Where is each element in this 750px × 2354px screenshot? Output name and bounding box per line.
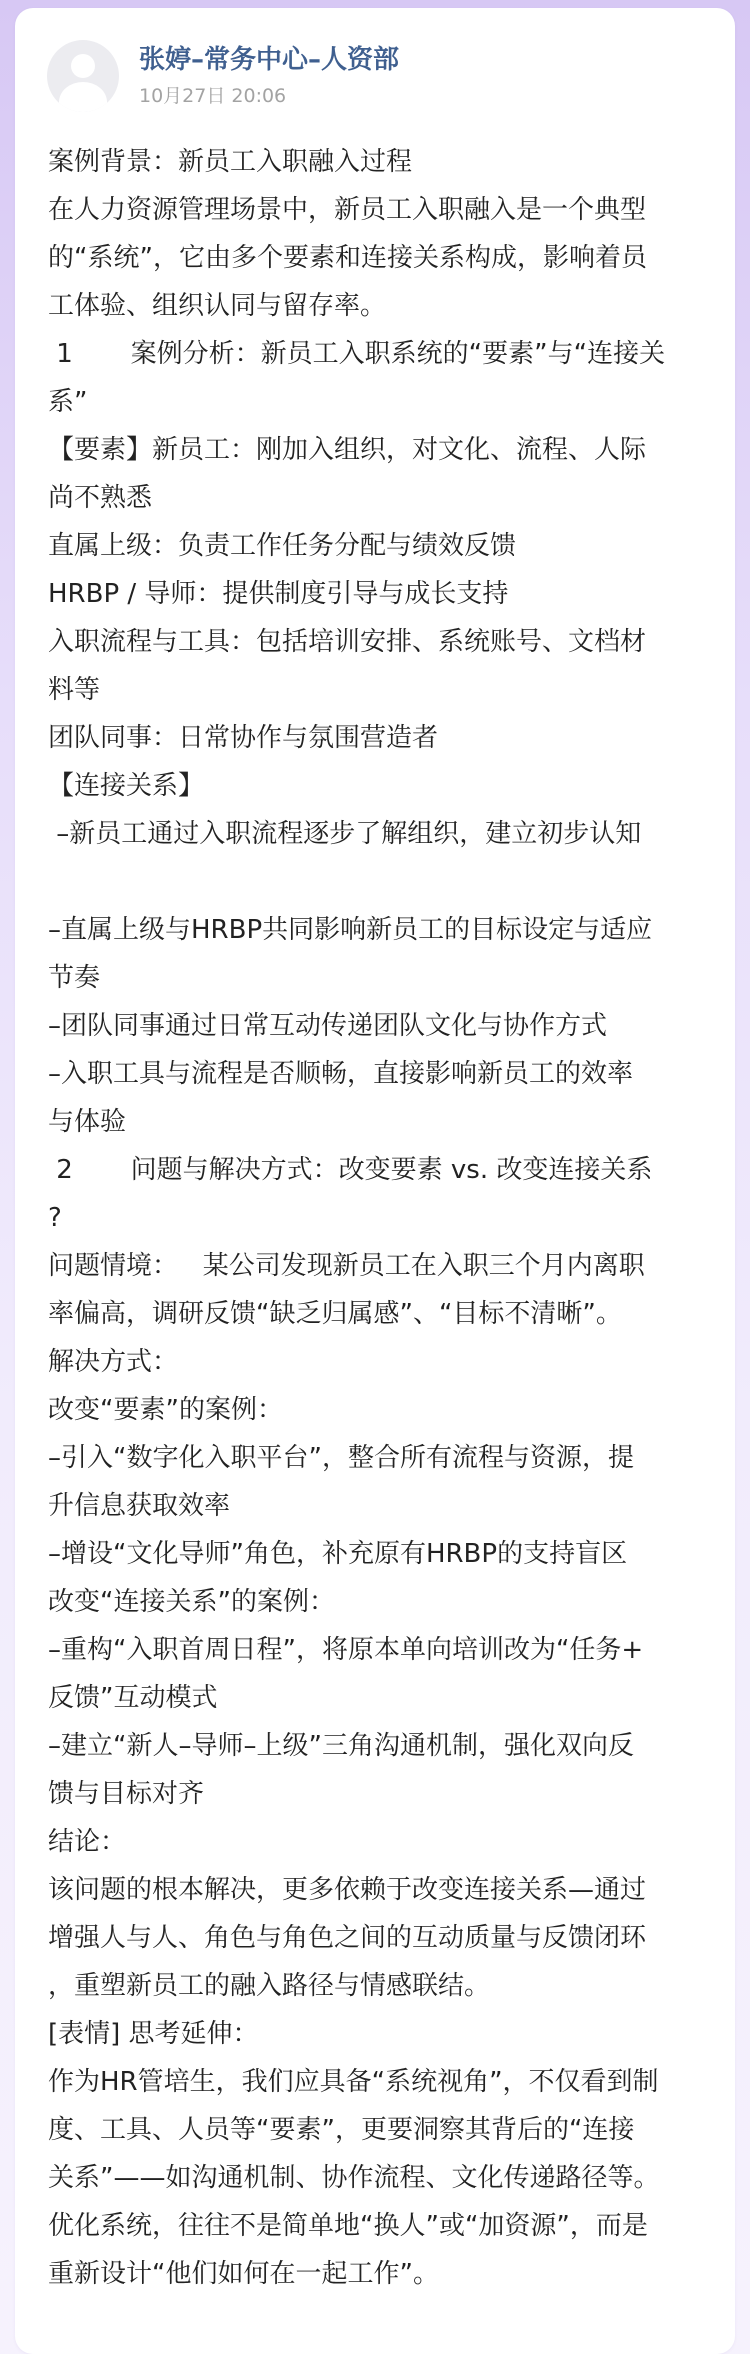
- post-text-line: 2 问题与解决方式：改变要素 vs. 改变连接关系: [48, 1155, 653, 1185]
- post-text-line: ，重塑新员工的融入路径与情感联结。: [48, 1971, 491, 2001]
- post-text-line: 该问题的根本解决，更多依赖于改变连接关系—通过: [48, 1875, 647, 1905]
- post-text-line: 入职流程与工具：包括培训安排、系统账号、文档材: [48, 627, 647, 657]
- post-text-line: 优化系统，往往不是简单地“换人”或“加资源”，而是: [48, 2211, 648, 2241]
- post-text-line: –入职工具与流程是否顺畅，直接影响新员工的效率: [48, 1059, 634, 1089]
- post-text-line: –建立“新人–导师–上级”三角沟通机制，强化双向反: [48, 1731, 634, 1761]
- post-text-line: 尚不熟悉: [48, 483, 153, 513]
- post-timestamp: 10月27日 20:06: [139, 85, 287, 107]
- post-text-line: 馈与目标对齐: [48, 1779, 205, 1809]
- post-text-line: 与体验: [48, 1107, 127, 1137]
- avatar-placeholder-body: [59, 82, 107, 112]
- post-text-line: 系”: [48, 387, 88, 417]
- post-text-line: –增设“文化导师”角色，补充原有HRBP的支持盲区: [48, 1539, 628, 1569]
- post-text-line: 团队同事：日常协作与氛围营造者: [48, 723, 439, 753]
- post-text-line: 案例背景：新员工入职融入过程: [48, 147, 413, 177]
- post-content: [48, 138, 708, 2298]
- post-text-line: 【要素】新员工：刚加入组织，对文化、流程、人际: [48, 435, 647, 465]
- post-text-line: 改变“连接关系”的案例：: [48, 1587, 335, 1617]
- post-text-line: 改变“要素”的案例：: [48, 1395, 283, 1425]
- post-text-line: 问题情境： 某公司发现新员工在入职三个月内离职: [48, 1251, 645, 1281]
- post-text-line: 结论：: [48, 1827, 127, 1857]
- avatar-placeholder-icon: [71, 54, 95, 78]
- post-text-line: –引入“数字化入职平台”，整合所有流程与资源，提: [48, 1443, 634, 1473]
- post-text-line: 【连接关系】: [48, 771, 205, 801]
- post-text-line: ?: [48, 1203, 62, 1233]
- post-text-line: 度、工具、人员等“要素”，更要洞察其背后的“连接: [48, 2115, 635, 2145]
- post-text-line: 工体验、组织认同与留存率。: [48, 291, 387, 321]
- post-text-line: [表情] 思考延伸：: [48, 2019, 259, 2049]
- post-text-line: 升信息获取效率: [48, 1491, 231, 1521]
- post-text-line: 料等: [48, 675, 101, 705]
- post-text-line: 直属上级：负责工作任务分配与绩效反馈: [48, 531, 517, 561]
- post-text-line: 节奏: [48, 963, 101, 993]
- post-meta: [139, 43, 399, 109]
- post-text-line: 的“系统”，它由多个要素和连接关系构成，影响着员: [48, 243, 647, 273]
- post-text-line: 率偏高，调研反馈“缺乏归属感”、“目标不清晰”。: [48, 1299, 622, 1329]
- post-text-line: 1 案例分析：新员工入职系统的“要素”与“连接关: [48, 339, 666, 369]
- post-text-line: 反馈”互动模式: [48, 1683, 218, 1713]
- post-text-line: –直属上级与HRBP共同影响新员工的目标设定与适应: [48, 915, 653, 945]
- post-text-line: –重构“入职首周日程”，将原本单向培训改为“任务+: [48, 1635, 644, 1665]
- post-text-line: 关系”——如沟通机制、协作流程、文化传递路径等。: [48, 2163, 660, 2193]
- post-card: [15, 8, 735, 2354]
- post-text-line: HRBP / 导师：提供制度引导与成长支持: [48, 579, 509, 609]
- author-name[interactable]: 张婷–常务中心–人资部: [139, 45, 400, 75]
- post-text-line: –新员工通过入职流程逐步了解组织，建立初步认知: [48, 819, 642, 849]
- post-text-line: 作为HR管培生，我们应具备“系统视角”，不仅看到制: [48, 2067, 659, 2097]
- post-text-line: –团队同事通过日常互动传递团队文化与协作方式: [48, 1011, 608, 1041]
- post-text-line: 增强人与人、角色与角色之间的互动质量与反馈闭环: [48, 1923, 647, 1953]
- post-text-line: 解决方式：: [48, 1347, 179, 1377]
- post-text-line: 在人力资源管理场景中，新员工入职融入是一个典型: [48, 195, 647, 225]
- avatar[interactable]: [47, 40, 119, 112]
- post-header: [47, 38, 399, 114]
- post-text-line: 重新设计“他们如何在一起工作”。: [48, 2259, 439, 2289]
- post-text-line: [48, 858, 708, 906]
